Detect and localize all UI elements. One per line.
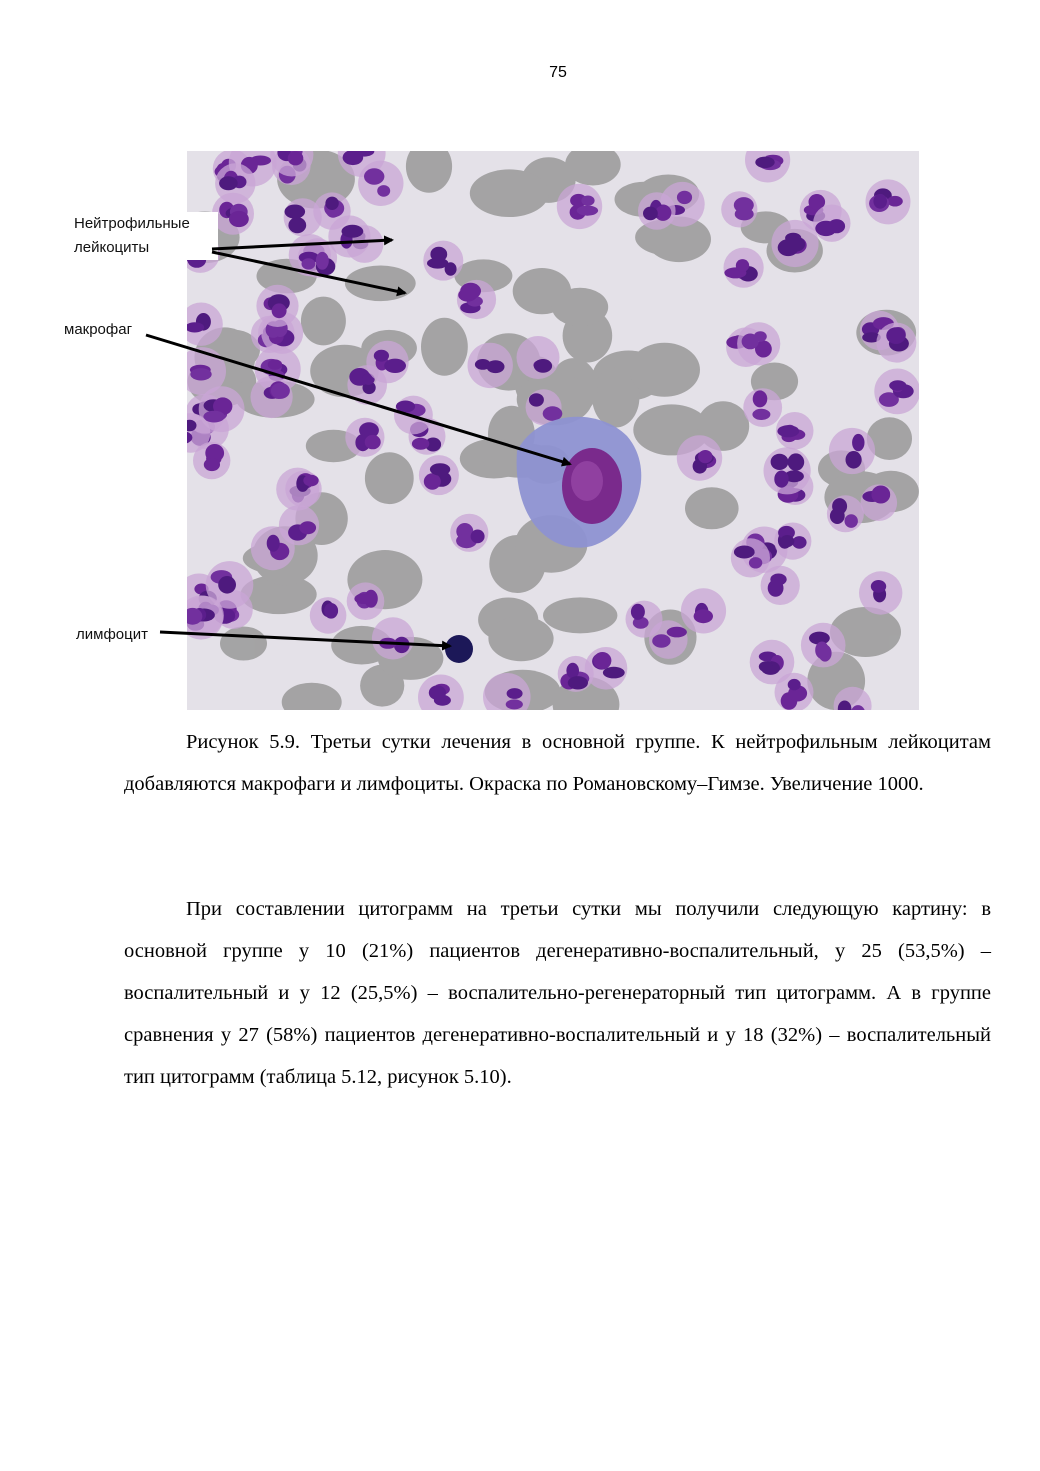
erythrocyte: [301, 297, 346, 346]
erythrocyte: [488, 616, 553, 661]
neutrophil-cell: [774, 523, 811, 560]
neutrophil-cell: [557, 184, 602, 229]
page-number: 75: [549, 64, 567, 81]
neutrophil-cell: [626, 601, 663, 638]
neutrophil-cell: [468, 343, 513, 388]
neutrophil-cell: [677, 435, 722, 480]
erythrocyte: [345, 266, 416, 302]
neutrophil-cell: [801, 623, 846, 668]
erythrocyte: [685, 487, 739, 529]
neutrophil-cell: [876, 323, 916, 363]
neutrophil-cell: [743, 388, 782, 427]
neutrophil-cell: [731, 538, 770, 577]
neutrophil-cell: [298, 238, 337, 277]
neutrophil-cell: [450, 514, 488, 552]
neutrophil-cell: [874, 369, 919, 415]
neutrophil-cell: [866, 179, 911, 224]
neutrophil-cell: [206, 561, 254, 609]
neutrophil-cell: [345, 418, 384, 457]
neutrophil-cell: [776, 412, 814, 450]
neutrophil-cell: [251, 376, 293, 418]
neutrophil-cell: [313, 192, 350, 229]
neutrophil-cell: [419, 455, 459, 495]
neutrophil-cell: [457, 280, 496, 319]
neutrophil-cell: [558, 656, 594, 692]
lymphocyte-cell: [445, 635, 473, 663]
neutrophil-cell: [859, 571, 902, 614]
neutrophil-cell: [724, 248, 764, 288]
neutrophil-cell: [517, 336, 560, 379]
body-paragraph-text: При составлении цитограмм на третьи сутки мы получили следующую картину: в основной группе у 10 (21%) пациентов дегенеративно-воспалительный, у 25 (53,5%) – воспалительный и у 12 (25,5%) – воспалительно-регенераторный тип цитограмм. А в группе сравнения у 27 (58%) пациентов дегенеративно-воспалительный и у 18 (32%) – воспалительный тип цитограмм (таблица 5.12, рисунок 5.10).: [124, 898, 991, 1088]
erythrocyte: [365, 452, 414, 504]
neutrophil-cell: [366, 341, 408, 383]
neutrophil-cell: [212, 193, 254, 235]
neutrophil-cell: [750, 640, 795, 685]
neutrophil-cell: [256, 285, 298, 327]
micrograph-image: [187, 151, 919, 710]
label-lymphocyte: лимфоцит: [72, 623, 152, 647]
neutrophil-cell: [813, 205, 850, 242]
neutrophil-cell: [638, 192, 676, 230]
label-macrophage: макрофаг: [60, 318, 136, 342]
neutrophil-cell: [394, 396, 433, 435]
erythrocyte: [543, 597, 617, 633]
neutrophil-cell: [358, 161, 403, 206]
erythrocyte: [552, 288, 608, 326]
neutrophil-cell: [347, 582, 385, 620]
neutrophil-cell: [285, 471, 321, 507]
neutrophil-cell: [372, 617, 414, 659]
neutrophil-cell: [423, 241, 463, 281]
neutrophil-cell: [681, 588, 726, 633]
erythrocyte: [470, 169, 549, 217]
erythrocyte: [421, 318, 468, 376]
erythrocyte: [629, 343, 700, 397]
figure-caption: [124, 721, 991, 805]
neutrophil-cell: [827, 495, 864, 532]
neutrophil-cell: [279, 505, 319, 545]
figure-caption-text: Рисунок 5.9. Третьи сутки лечения в основной группе. К нейтрофильным лейкоцитам добавляются макрофаги и лимфоциты. Окраска по Романовскому–Гимзе. Увеличение 1000.: [124, 731, 991, 795]
neutrophil-cell: [737, 322, 780, 365]
neutrophil-cell: [861, 484, 898, 521]
erythrocyte: [220, 627, 267, 661]
neutrophil-cell: [764, 447, 811, 494]
neutrophil-cell: [310, 597, 347, 634]
neutrophil-cell: [829, 428, 875, 474]
body-paragraph: [124, 888, 991, 1098]
label-neutrophils: Нейтрофильные лейкоциты: [70, 212, 218, 260]
neutrophil-cell: [721, 191, 757, 227]
micrograph-figure: [187, 151, 919, 710]
neutrophil-cell: [761, 566, 800, 605]
neutrophil-cell: [771, 220, 818, 267]
